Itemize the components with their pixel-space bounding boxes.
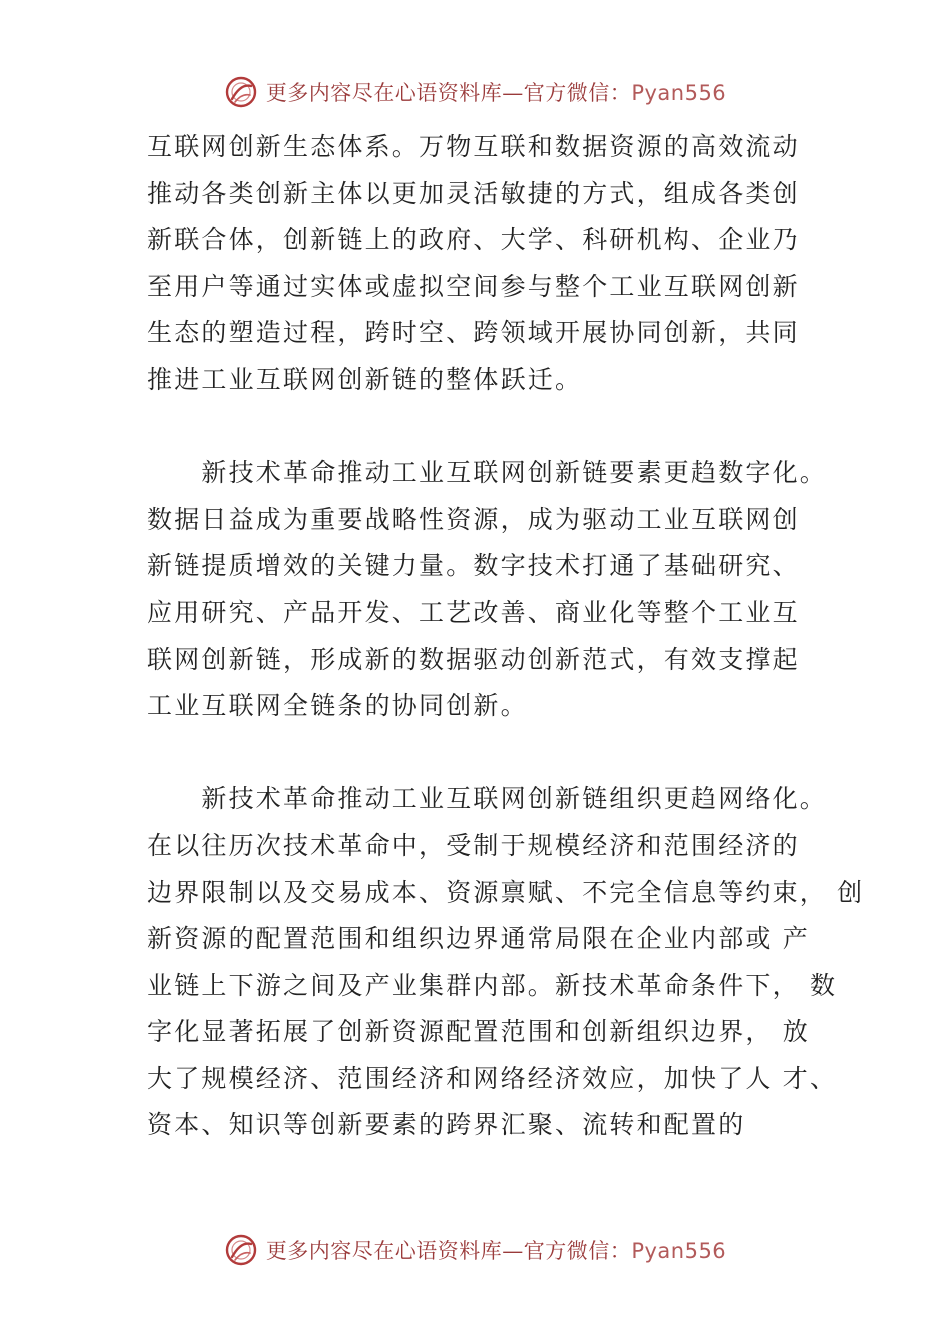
text-line: 新联合体，创新链上的政府、大学、科研机构、企业乃 — [147, 225, 800, 255]
text-line: 在以往历次技术革命中，受制于规模经济和范围经济的 — [147, 830, 800, 860]
footer-banner-cn: 更多内容尽在心语资料库—官方微信： — [265, 1239, 632, 1263]
footer-wechat-id: Pyan556 — [631, 1239, 727, 1263]
text-line: 推进工业互联网创新链的整体跃迁。 — [147, 364, 583, 394]
text-line: 新技术革命推动工业互联网创新链要素更趋数字化。 — [147, 458, 828, 488]
text-line: 联网创新链，形成新的数据驱动创新范式，有效支撑起 — [147, 644, 800, 674]
header-banner — [0, 70, 950, 114]
footer-banner — [0, 1228, 950, 1272]
header-banner-cn: 更多内容尽在心语资料库—官方微信： — [265, 81, 632, 105]
text-line: 边界限制以及交易成本、资源禀赋、不完全信息等约束， 创 — [147, 877, 865, 907]
paragraph-spacer — [147, 730, 837, 777]
text-line: 新资源的配置范围和组织边界通常局限在企业内部或 产 — [147, 924, 810, 954]
text-line: 字化显著拓展了创新资源配置范围和创新组织边界， 放 — [147, 1017, 810, 1047]
text-line: 工业互联网全链条的协同创新。 — [147, 691, 528, 721]
paragraph — [147, 450, 837, 730]
library-logo-icon — [224, 1233, 258, 1267]
paragraph-spacer — [147, 404, 837, 451]
text-line: 互联网创新生态体系。万物互联和数据资源的高效流动 — [147, 132, 800, 161]
text-line: 至用户等通过实体或虚拟空间参与整个工业互联网创新 — [147, 271, 800, 301]
footer-banner-text — [266, 1235, 726, 1265]
header-wechat-id: Pyan556 — [631, 81, 727, 105]
paragraph — [147, 776, 865, 1149]
library-logo-icon — [224, 75, 258, 109]
text-line: 数据日益成为重要战略性资源，成为驱动工业互联网创 — [147, 504, 800, 534]
header-banner-text — [266, 77, 726, 107]
document-body — [147, 124, 865, 1149]
paragraph — [147, 124, 837, 404]
text-line: 新链提质增效的关键力量。数字技术打通了基础研究、 — [147, 551, 800, 581]
text-line: 推动各类创新主体以更加灵活敏捷的方式，组成各类创 — [147, 178, 800, 208]
text-line: 应用研究、产品开发、工艺改善、商业化等整个工业互 — [147, 597, 800, 627]
text-line: 大了规模经济、范围经济和网络经济效应，加快了人 才、 — [147, 1063, 838, 1093]
text-line: 资本、知识等创新要素的跨界汇聚、流转和配置的 — [147, 1110, 746, 1140]
text-line: 新技术革命推动工业互联网创新链组织更趋网络化。 — [147, 784, 828, 814]
text-line: 生态的塑造过程，跨时空、跨领域开展协同创新，共同 — [147, 318, 800, 348]
text-line: 业链上下游之间及产业集群内部。新技术革命条件下， 数 — [147, 970, 838, 1000]
